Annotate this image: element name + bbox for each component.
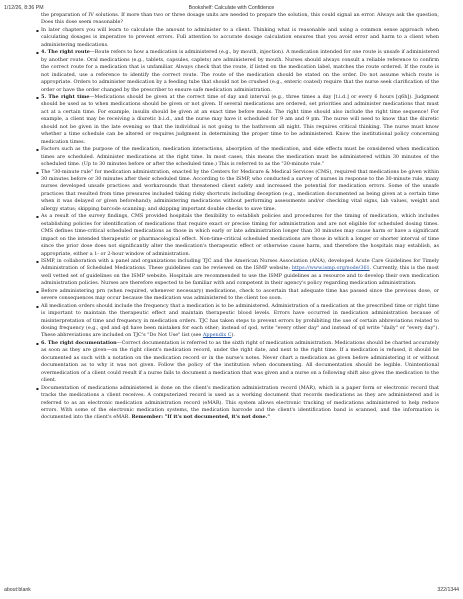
item-number: 4. (41, 49, 47, 56)
browser-print-footer (4, 587, 459, 595)
list-item: ▪ Documentation of medications administered is done on the client's medication administration record (MAR), which is a paper form or electronic record that tracks the medications a client receives. A computerized record is used as a working document that records medications as they are administered and is referred to as an electronic medication administration record (eMAR). This system allows electronic tracking of medications administered to help reduce errors. With some of the electronic medication systems, the medication barcode and the client's identification band is scanned, and the information is documented into the client's eMAR. Remember: "If it's not documented, it's not done." (41, 385, 439, 422)
bullet-list (36, 27, 439, 422)
list-item: ▪ Before administering prn (when required, whenever necessary) medications, check to ascertain that adequate time has passed since the previous dose, or severe consequences may occur because the medication was administered to the client too soon. (41, 288, 439, 303)
page-title: Bookshelf: Calculate with Confidence (188, 5, 275, 11)
list-item-right-documentation: ▪ 6. The right documentation—Correct documentation is referred to as the sixth right of medication administration. Medications should be charted accurately as soon as they are given—on the right client's medication record, under the right date, and next to the right time. If a medication is refused, it should be documented as such with a notation on the medication record or in the nurse's notes. Never chart a medication as given before administering it or without documentation as to why it was not given. Follow the policy of the institution when documenting. All documentation should be legible. Unintentional overmedication of a client could result if a nurse fails to document a medication that was given and a nurse on a following shift also gives the medication to the client. (41, 340, 439, 385)
ismp-link[interactable]: https://www.ismp.org/node/361 (291, 265, 370, 272)
remember-note: Remember: "If it's not documented, it's not done." (131, 414, 270, 421)
print-datetime: 1/12/26, 8:36 PM (4, 5, 44, 11)
list-item-right-time: ▪ 5. The right time—Medications should be given at the correct time of day and interval (e.g., three times a day [t.i.d.] or every 6 hours [q6h]). Judgment should be used as to when medications should be given or not given. If several medications are ordered, set priorities and administer medications that must act at a certain time. For example, insulin should be given at an exact time before meals. The right time should also include the right time sequence! For example, a client may be receiving a diuretic b.i.d., and the nurse may have it scheduled for 9 am and 9 pm. The nurse will need to know that the diuretic should not be given in the late evening so that the individual is not going to the bathroom all night. This requires critical thinking. The nurse must know whether a time schedule can be altered or requires judgment in determining the proper time to be administered. Know the institutional policy concerning medication times. (41, 94, 439, 146)
item-heading: The right route (47, 49, 90, 56)
appendix-c-link[interactable]: Appendix C (202, 332, 232, 339)
list-item: ▪ Factors such as the purpose of the medication, medication interactions, absorption of the medication, and side effects must be considered when medication times are scheduled. Administer medications at the right time. In most cases, this means the medication must be administered within 30 minutes of the scheduled time. (Up to 30 minutes before or after the scheduled time.) This is referred to as the "30-minute rule." (41, 146, 439, 168)
item-heading: The right documentation (47, 339, 117, 346)
item-heading: The right time (48, 93, 90, 100)
list-item-right-route: ▪ 4. The right route—Route refers to how a medication is administered (e.g., by mouth, injection). A medication intended for one route is unsafe if administered by another route. Oral medications (e.g., tablets, capsules, caplets) are administered by mouth. Nurses should always consult a reliable reference to confirm the correct route for a medication that is unfamiliar. Always check that the route, if listed on the medication label, matches the route ordered. If the route is not indicated, use a reference to identify the correct route. The route of the medication should be stated on the order. Do not assume which route is appropriate. Orders to administer medication by a feeding tube that should not be crushed (e.g., enteric coated) require that the nurse seek clarification of the order or have the order changed by the prescriber to ensure safe medication administration. (41, 49, 439, 94)
list-item: ▪ In later chapters you will learn to calculate the amount to administer to a client. Thinking what is reasonable and using a common sense approach when calculating dosages is imperative to prevent errors. Full attention to accurate dosage calculation ensures that you avoid error and harm to a client when administering medications. (41, 27, 439, 49)
list-item: ▪ The "30-minute rule" for medication administration, enacted by the Centers for Medicare & Medical Services (CMS), required that medications be given within 30 minutes before or 30 minutes after their scheduled time. According to the ISMP, who conducted a survey of nurses in response to the 30-minute rule, many nurses developed unsafe practices and workarounds that threatened client safety and increased the potential for medication errors. Some of the unsafe practices that resulted from time pressures included taking risky shortcuts including deception (e.g., medication documented as being given at a certain time when it was delayed or given beforehand); administering medications without performing assessments and/or checking vital signs, lab values, weight and allergy status; skipping barcode scanning; and skipping important double checks to save time. (41, 169, 439, 214)
print-url: about:blank (4, 587, 31, 593)
item-number: 5. (41, 93, 47, 100)
page-number: 322/1344 (437, 587, 459, 593)
list-item: ▪ All medication orders should include the frequency that a medication is to be administered. Administration of a medication at the prescribed time or right time is important to maintain the therapeutic effect and maintain therapeutic blood levels. Errors have occurred in medication administration because of misinterpretation of time and frequency in medication orders. TJC has taken steps to prevent errors by prohibiting the use of certain abbreviations related to dosing frequency (e.g., qod and qd have been mistaken for each other; instead of qod, write "every other day" and instead of qd write "daily" or "every day"). These abbreviations are included on TJC's "Do Not Use" list (see Appendix C). (41, 303, 439, 340)
body-paragraph: the preparation of IV solutions. If more than two or three dosage units are needed to prepare the solution, this could signal an error. Always ask the question, Does this dose seem reasonable? (41, 12, 439, 26)
item-number: 6. (41, 339, 47, 346)
document-body (36, 12, 439, 422)
list-item: ▪ ISMP, in collaboration with a panel and organizations including TJC and the American Nurses Association (ANA), developed Acute Care Guidelines for Timely Administration of Scheduled Medications. These guidelines can be reviewed on the ISMP website: https://www.ismp.org/node/361. Currently, this is the most well vetted set of guidelines on the ISMP website. Hospitals are recommended to use the ISMP guidelines as a resource and to develop their own medication administration policies. Nurses are therefore expected to be familiar with and competent in their agency's policy regarding medication administration. (41, 258, 439, 288)
list-item: ▪ As a result of the survey findings, CMS provided hospitals the flexibility to establish policies and procedures for the timing of medication, which includes establishing policies for identification of medications that require exact or precise timing for administration and are not eligible for scheduled dosing times. CMS defines time-critical scheduled medications as those in which early or late administration longer than 30 minutes may cause harm or have a significant impact on the intended therapeutic or pharmacological effect. Non-time-critical scheduled medications are those in which a longer or shorter interval of time since the prior dose does not significantly alter the medication's therapeutic effect or otherwise cause harm, and therefore the hospitals may establish, as appropriate, either a 1- or 2-hour window of administration. (41, 213, 439, 258)
